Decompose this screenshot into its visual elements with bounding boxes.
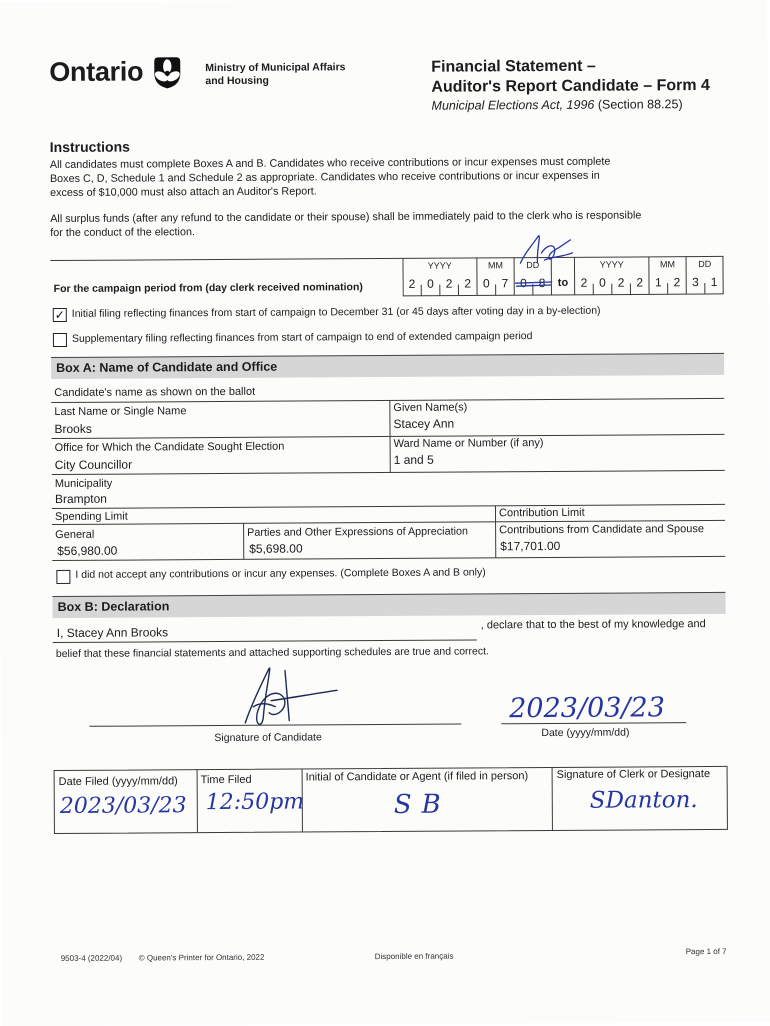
from-day-digit: 0 (514, 276, 533, 290)
from-day-digit: 8 (533, 276, 552, 290)
act-section: (Section 88.25) (594, 97, 682, 112)
box-a-rule (52, 556, 725, 561)
from-year-digit: 0 (421, 277, 440, 291)
signature-label: Signature of Candidate (214, 731, 321, 744)
municipality-value: Brampton (55, 492, 107, 507)
box-a-divider (495, 505, 496, 557)
given-names-label: Given Name(s) (393, 401, 467, 415)
date-filed-value: 2023/03/23 (60, 795, 187, 818)
form-title-line-1: Financial Statement – (431, 57, 596, 77)
ballot-name-note: Candidate's name as shown on the ballot (54, 386, 255, 400)
time-filed-value: 12:50pm (206, 791, 304, 814)
ontario-logo-text: Ontario (49, 58, 143, 86)
page-number: Page 1 of 7 (686, 947, 727, 956)
last-name-label: Last Name or Single Name (54, 405, 186, 419)
to-month-digit: 2 (668, 275, 687, 289)
box-a-divider (243, 523, 244, 559)
candidate-spouse-limit-value: $17,701.00 (500, 539, 560, 554)
date-filed-label: Date Filed (yyyy/mm/dd) (59, 775, 178, 789)
supplementary-filing-label: Supplementary filing reflecting finances from start of campaign to end of extended campaign period (72, 330, 533, 345)
ministry-line-1: Ministry of Municipal Affairs (205, 61, 345, 74)
ministry-line-2: and Housing (205, 74, 345, 87)
box-a-rule (52, 470, 725, 475)
box-a-rule (52, 504, 725, 509)
instructions-heading: Instructions (50, 139, 130, 156)
from-year-digit: 2 (458, 276, 477, 290)
copyright-notice: © Queen's Printer for Ontario, 2022 (139, 953, 265, 963)
to-day-digit: 1 (705, 275, 724, 289)
to-day-label: DD (686, 259, 723, 269)
declaration-date-value: 2023/03/23 (509, 694, 665, 722)
campaign-period-label: For the campaign period from (day clerk received nomination) (54, 281, 363, 295)
to-month-digit: 1 (649, 275, 668, 289)
no-activity-checkbox (56, 570, 70, 584)
ministry-name (205, 61, 345, 87)
box-a-title: Box A: Name of Candidate and Office (56, 360, 277, 375)
form-number: 9503-4 (2022/04) (61, 954, 122, 963)
to-day-digit: 3 (686, 275, 705, 289)
general-limit-value: $56,980.00 (57, 544, 117, 559)
ward-value: 1 and 5 (394, 453, 434, 468)
initial-filing-checkbox: ✓ (53, 308, 67, 322)
contribution-limit-label: Contribution Limit (499, 507, 585, 521)
ward-label: Ward Name or Number (if any) (394, 437, 544, 451)
office-value: City Councillor (55, 458, 132, 473)
last-name-value: Brooks (54, 422, 91, 437)
instructions-line: Boxes C, D, Schedule 1 and Schedule 2 as appropriate. Candidates who receive contributions or incur expenses in (50, 170, 600, 186)
declaration-text-line-2: belief that these financial statements and attached supporting schedules are true and correct. (56, 645, 489, 660)
to-month-label: MM (649, 259, 686, 269)
act-reference (431, 97, 682, 114)
date-line (501, 722, 686, 724)
time-filed-label: Time Filed (201, 774, 252, 787)
instructions-line: All surplus funds (after any refund to the candidate or their spouse) shall be immediately paid to the clerk who is responsible (50, 209, 641, 226)
from-day-label: DD (514, 260, 551, 270)
from-month-digit: 7 (496, 276, 515, 290)
initials-label: Initial of Candidate or Agent (if filed in person) (306, 770, 529, 785)
instructions-line: excess of $10,000 must also attach an Auditor's Report. (50, 185, 317, 200)
from-month-digit: 0 (477, 276, 496, 290)
from-year-digit: 2 (403, 277, 422, 291)
to-label: to (551, 277, 574, 289)
date-label: Date (yyyy/mm/dd) (541, 727, 629, 740)
box-b-header (53, 592, 726, 618)
appreciation-limit-value: $5,698.00 (249, 542, 302, 557)
candidate-signature (223, 662, 343, 733)
box-a-rule (52, 434, 725, 439)
appreciation-limit-label: Parties and Other Expressions of Appreciation (247, 525, 468, 539)
box-a-header (51, 353, 724, 379)
to-year-digit: 2 (575, 276, 594, 290)
no-activity-label: I did not accept any contributions or incur any expenses. (Complete Boxes A and B only) (75, 566, 485, 581)
french-availability: Disponible en français (375, 952, 454, 961)
clerk-signature-value: SDanton. (590, 789, 698, 813)
to-year-digit: 2 (612, 275, 631, 289)
supplementary-filing-checkbox (53, 333, 67, 347)
from-year-digit: 2 (440, 277, 459, 291)
office-label: Office for Which the Candidate Sought Election (55, 441, 285, 456)
box-b-title: Box B: Declaration (58, 599, 170, 614)
trillium-logo-icon (151, 56, 183, 89)
from-month-label: MM (477, 260, 514, 270)
initial-filing-label: Initial filing reflecting finances from start of campaign to December 31 (or 45 days after voting day in a by-election) (72, 305, 601, 321)
instructions-line: All candidates must complete Boxes A and B. Candidates who receive contributions or incur expenses must complete (50, 156, 611, 172)
form-title-line-2: Auditor's Report Candidate – Form 4 (431, 76, 710, 97)
declarant-name: I, Stacey Ann Brooks (57, 625, 168, 640)
given-names-value: Stacey Ann (393, 417, 454, 432)
initials-value: SB (394, 792, 451, 818)
general-limit-label: General (55, 529, 94, 542)
to-year-label: YYYY (574, 259, 648, 269)
clerk-signature-label: Signature of Clerk or Designate (557, 768, 711, 782)
declaration-text: , declare that to the best of my knowledge and (481, 618, 706, 633)
candidate-spouse-limit-label: Contributions from Candidate and Spouse (499, 523, 704, 537)
to-year-digit: 2 (630, 275, 649, 289)
spending-limit-label: Spending Limit (55, 511, 128, 525)
act-name: Municipal Elections Act, 1996 (431, 98, 594, 113)
from-year-label: YYYY (402, 260, 476, 270)
to-year-digit: 0 (593, 276, 612, 290)
municipality-label: Municipality (55, 478, 113, 492)
instructions-line: for the conduct of the election. (50, 226, 195, 240)
